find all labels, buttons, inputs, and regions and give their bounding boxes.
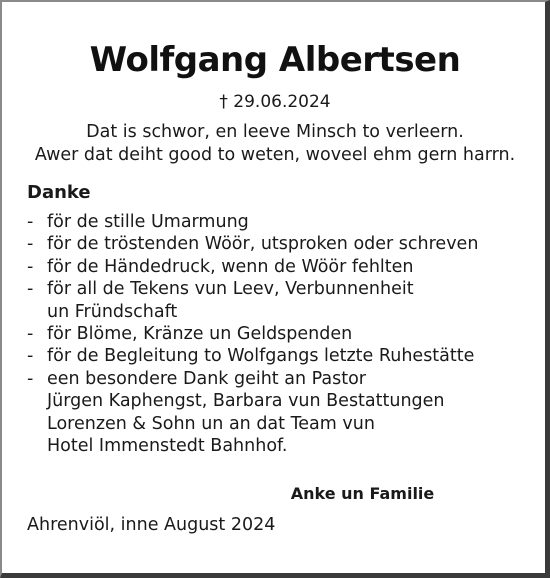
thanks-item — [27, 256, 527, 278]
thanks-list — [27, 211, 527, 457]
thanks-item-text: Jürgen Kaphengst, Barbara vun Bestattungen — [47, 391, 445, 412]
deceased-name: Wolfgang Albertsen — [89, 40, 461, 80]
quote-line: Dat is schwor, en leeve Minsch to verleern. — [86, 122, 464, 142]
thanks-item — [27, 368, 527, 458]
place-date: Ahrenviöl, inne August 2024 — [27, 515, 276, 535]
quote-line: Awer dat deiht good to weten, woveel ehm gern harrn. — [34, 145, 516, 165]
thanks-item-text: för de stille Umarmung — [47, 212, 249, 232]
thanks-item-text: een besondere Dank geiht an Pastor — [47, 368, 366, 389]
thanks-item — [27, 233, 527, 255]
list-dash: - — [27, 212, 34, 232]
thanks-item-text: för all de Tekens vun Leev, Verbunnenheit — [47, 279, 414, 300]
thanks-item — [27, 345, 527, 367]
list-dash: - — [27, 368, 34, 389]
list-dash: - — [27, 346, 34, 367]
list-dash: - — [27, 234, 34, 255]
thanks-item-text: Hotel Immenstedt Bahnhof. — [47, 436, 288, 457]
thanks-item — [27, 211, 527, 233]
death-date: † 29.06.2024 — [219, 92, 331, 112]
thanks-item — [27, 323, 527, 345]
thanks-item-text: un Fründschaft — [47, 301, 178, 322]
list-dash: - — [27, 256, 34, 277]
list-dash: - — [27, 279, 34, 300]
thanks-item-text: för de Begleitung to Wolfgangs letzte Ruhestätte — [47, 346, 475, 367]
quote — [0, 121, 550, 167]
list-dash: - — [27, 324, 34, 345]
thanks-heading: Danke — [27, 182, 91, 203]
thanks-item-text: för de tröstenden Wöör, utsproken oder schreven — [47, 234, 479, 255]
thanks-item-text: för de Händedruck, wenn de Wöör fehlten — [47, 256, 414, 277]
thanks-item — [27, 278, 527, 323]
signature: Anke un Familie — [290, 484, 435, 503]
thanks-item-text: för Blöme, Kränze un Geldspenden — [47, 324, 353, 345]
thanks-item-text: Lorenzen & Sohn un an dat Team vun — [47, 413, 375, 434]
